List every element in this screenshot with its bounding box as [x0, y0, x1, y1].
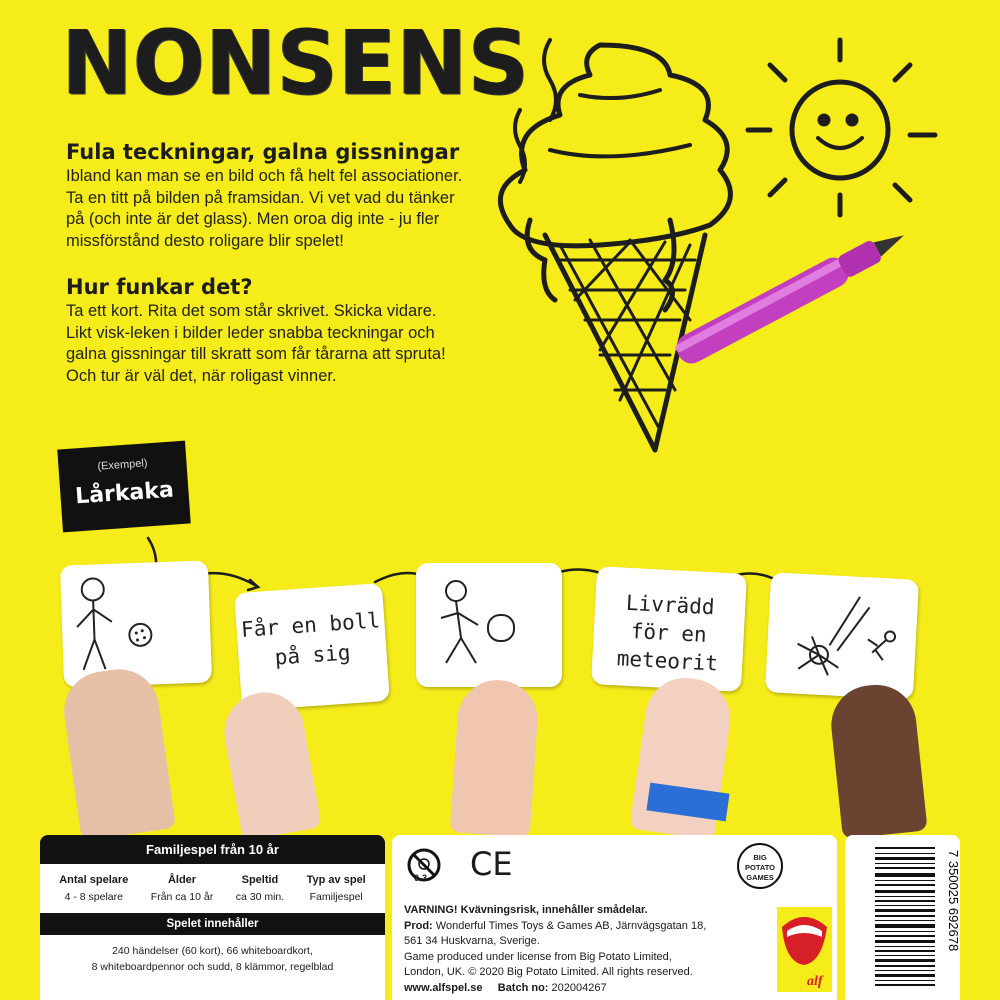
info-players: Antal spelare 4 - 8 spelare [59, 874, 129, 903]
svg-text:alf: alf [807, 974, 823, 989]
big-potato-logo: BIG POTATO GAMES [737, 843, 783, 889]
card-text-4: Livrädd för en meteorit [591, 566, 747, 692]
intro-heading: Fula teckningar, galna gissningar [66, 140, 460, 164]
legal-panel [392, 835, 837, 1000]
age-warning-icon [404, 847, 444, 891]
ce-mark-icon: CE [470, 845, 513, 883]
card-drawing-1 [60, 560, 212, 687]
contents-header: Spelet innehåller [40, 913, 385, 935]
stick-figure-icon [60, 560, 212, 687]
card-drawing-3 [416, 563, 562, 687]
how-to-heading: Hur funkar det? [66, 275, 253, 299]
how-to-section [66, 275, 446, 387]
alf-logo [777, 907, 832, 992]
intro-section [66, 140, 462, 252]
card-drawing-5 [765, 572, 919, 700]
info-playtime: Speltid ca 30 min. [235, 874, 285, 903]
hand-3 [450, 677, 541, 837]
game-info-panel [40, 835, 385, 1000]
intro-text: Ibland kan man se en bild och få helt fel associationer. Ta en titt på bilden på framsidan. Vi vet vad du tänker på (och inte är det glass). Men oroa dig inte - ju fler missförstånd desto roligare blir spelet! [66, 167, 463, 250]
contents-text: 240 händelser (60 kort), 66 whiteboardkort, 8 whiteboardpennor och sudd, 8 klämmor, regelblad [91, 945, 334, 973]
card-sequence [0, 530, 1000, 835]
legal-text: VARNING! Kvävningsrisk, innehåller smådelar. Prod: Wonderful Times Toys & Games AB, Järnvägsgatan 18, 561 34 Huskvarna, Sverige. Game produced under license from Big Potato Limited, London, UK. © 2020 Big Potato Limited. All rights reserved. www.alfspel.se Batch no: 202004267 [404, 904, 707, 994]
info-type: Typ av spel Familjespel [306, 874, 366, 903]
barcode-number: 7 350025 692678 [946, 850, 960, 952]
info-header: Familjespel från 10 år [40, 835, 385, 864]
meteor-drawing-icon [765, 572, 919, 700]
how-to-text: Ta ett kort. Rita det som står skrivet. Skicka vidare. Likt visk-leken i bilder leder snabba teckningar och galna gissningar till skratt som får tårarna att spruta! Och tur är väl det, när roligast vinner. [66, 302, 446, 385]
ball-hit-figure-icon [416, 563, 562, 687]
barcode-icon [845, 835, 960, 1000]
age-warning-label: 0-3 [414, 873, 428, 883]
game-title: NONSENS [62, 11, 530, 115]
info-grid [40, 864, 385, 909]
example-label: (Exempel) [97, 457, 148, 473]
example-card [57, 441, 190, 533]
info-age: Ålder Från ca 10 år [150, 874, 214, 903]
barcode-panel [845, 835, 960, 1000]
example-word: Lårkaka [74, 477, 175, 510]
ice-cream-illustration [490, 20, 960, 460]
card-text-2: Får en boll på sig [234, 583, 390, 711]
